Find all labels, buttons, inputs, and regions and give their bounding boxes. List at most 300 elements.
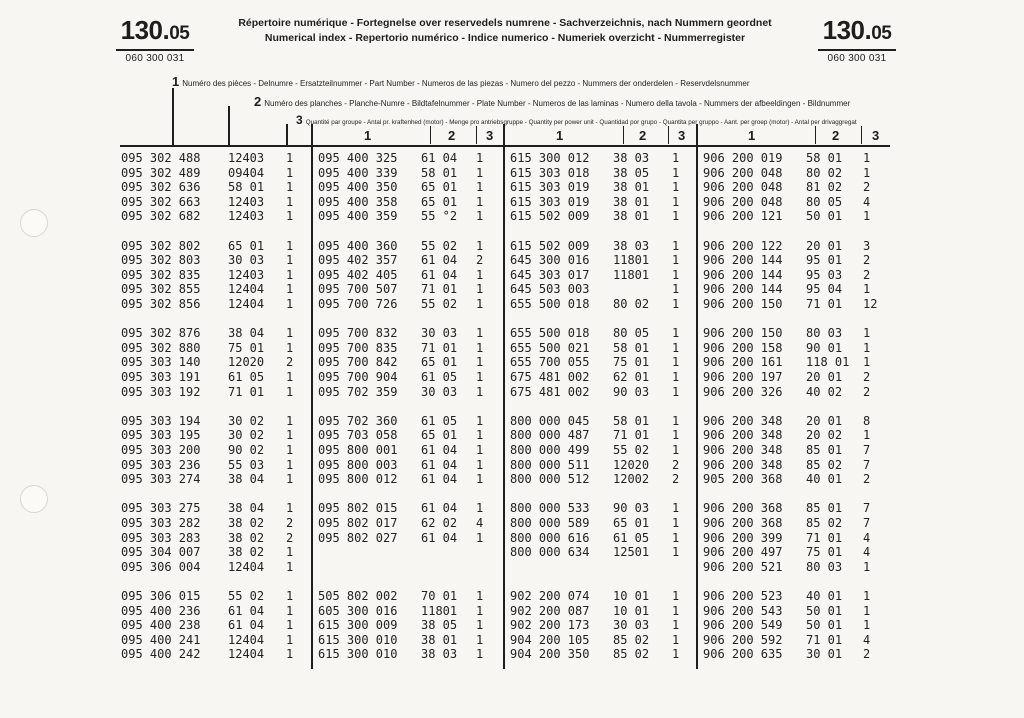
part-number-cell: 906 200 144 xyxy=(703,282,783,297)
part-number-cell: 095 303 194 xyxy=(121,413,201,428)
header-sep xyxy=(861,126,862,144)
quantity-cell: 1 xyxy=(286,151,294,165)
quantity-cell: 1 xyxy=(672,545,680,560)
quantity-cell: 1 xyxy=(476,297,484,311)
legend-text-3: Quantité par groupe - Antal pr. kraftenhed (motor) - Menge pro antriebsgruppe - Quantity per power unit - Quantidad por grupo - Quantita per gruppo - Aant. per groep (motor) - Antal per drivaggregat xyxy=(305,119,857,126)
part-number-cell: 645 300 016 xyxy=(510,253,590,268)
quantity-cell: 1 xyxy=(672,413,680,428)
quantity-cell: 1 xyxy=(286,238,294,253)
quantity-cell: 1 xyxy=(286,267,294,282)
part-number-cell: 095 800 003 xyxy=(318,457,398,472)
part-number-cell: 095 802 017 xyxy=(318,516,398,530)
quantity-cell: 1 xyxy=(286,618,294,633)
part-number-cell: 655 500 021 xyxy=(510,340,590,355)
plate-number-cell: 61 05 xyxy=(421,413,458,428)
quantity-cell: 2 xyxy=(863,267,871,282)
plate-number-cell: 80 05 xyxy=(806,194,843,209)
part-number-cell: 906 200 368 xyxy=(703,516,783,530)
title-line-1: Répertoire numérique - Fortegnelse over reservedels numrene - Sachverzeichnis, nach Nummern geordnet xyxy=(238,17,772,29)
quantity-cell: 1 xyxy=(476,180,484,195)
plate-number-cell: 20 02 xyxy=(806,428,843,443)
plate-number-cell: 11801 xyxy=(613,267,650,282)
plate-number-cell: 12404 xyxy=(228,647,265,662)
part-number-cell: 095 400 358 xyxy=(318,194,398,209)
quantity-cell: 1 xyxy=(286,443,294,457)
part-number-cell: 906 200 144 xyxy=(703,267,783,282)
part-number-cell: 906 200 144 xyxy=(703,253,783,268)
quantity-cell: 1 xyxy=(286,384,294,399)
part-number-cell: 095 703 058 xyxy=(318,428,398,443)
part-number-cell: 095 302 855 xyxy=(121,282,201,297)
part-number-cell: 095 402 357 xyxy=(318,253,398,268)
quantity-cell: 2 xyxy=(672,472,680,487)
quantity-cell: 1 xyxy=(286,501,294,516)
part-number-cell: 095 303 236 xyxy=(121,457,201,472)
part-number-cell: 906 200 523 xyxy=(703,589,783,603)
part-number-cell: 902 200 074 xyxy=(510,589,590,603)
plate-number-cell: 12404 xyxy=(228,632,265,647)
part-number-cell: 095 302 835 xyxy=(121,267,201,282)
column-header-plate: 2 xyxy=(832,128,840,143)
legend-part-number xyxy=(172,74,750,89)
quantity-cell: 1 xyxy=(476,384,484,399)
part-number-cell: 615 303 019 xyxy=(510,194,590,209)
part-number-cell: 095 303 192 xyxy=(121,384,201,399)
part-number-cell: 800 000 511 xyxy=(510,457,590,472)
plate-number-cell: 40 01 xyxy=(806,472,843,487)
quantity-cell: 7 xyxy=(863,443,871,457)
part-number-cell: 906 200 048 xyxy=(703,180,783,195)
plate-number-cell: 38 01 xyxy=(613,209,650,224)
column-header-part: 1 xyxy=(556,128,564,143)
part-number-cell: 906 200 150 xyxy=(703,326,783,341)
quantity-cell: 1 xyxy=(863,603,871,618)
quantity-cell: 1 xyxy=(863,428,871,443)
plate-number-cell: 61 04 xyxy=(228,603,265,618)
doc-code-right: 060 300 031 xyxy=(827,53,887,64)
part-number-cell: 905 200 368 xyxy=(703,472,783,487)
part-number-cell: 904 200 350 xyxy=(510,647,590,662)
quantity-cell: 1 xyxy=(476,413,484,428)
part-number-cell: 095 400 325 xyxy=(318,151,398,165)
quantity-cell: 1 xyxy=(863,618,871,633)
title-line-2: Numerical index - Repertorio numérico - Indice numerico - Numeriek overzicht - Nummerregister xyxy=(264,32,746,44)
plate-number-cell: 12501 xyxy=(613,545,650,560)
part-number-cell: 095 303 282 xyxy=(121,516,201,530)
part-number-cell: 906 200 048 xyxy=(703,165,783,180)
legend-bracket-3 xyxy=(286,124,288,146)
quantity-cell: 1 xyxy=(476,647,484,662)
quantity-cell: 1 xyxy=(672,165,680,180)
part-number-cell: 906 200 348 xyxy=(703,457,783,472)
column-header-qty: 3 xyxy=(678,128,686,143)
header-sep xyxy=(623,126,624,144)
quantity-cell: 2 xyxy=(476,253,484,268)
quantity-cell: 1 xyxy=(476,443,484,457)
part-number-cell: 800 000 045 xyxy=(510,413,590,428)
page-title xyxy=(210,16,800,46)
quantity-cell: 1 xyxy=(476,472,484,487)
plate-number-cell: 11801 xyxy=(421,603,458,618)
quantity-cell: 7 xyxy=(863,457,871,472)
header-sep xyxy=(668,126,669,144)
part-number-cell: 095 700 507 xyxy=(318,282,398,297)
quantity-cell: 2 xyxy=(863,253,871,268)
part-number-cell: 095 402 405 xyxy=(318,267,398,282)
plate-number-cell: 12404 xyxy=(228,282,265,297)
plate-number-cell: 62 02 xyxy=(421,516,458,530)
header-sep xyxy=(430,126,431,144)
part-number-cell: 906 200 348 xyxy=(703,428,783,443)
column-divider-2 xyxy=(503,124,505,669)
part-number-cell: 906 200 399 xyxy=(703,530,783,545)
part-number-cell: 906 200 121 xyxy=(703,209,783,224)
part-number-cell: 095 303 275 xyxy=(121,501,201,516)
part-number-cell: 615 502 009 xyxy=(510,209,590,224)
punch-hole-top xyxy=(20,209,48,237)
quantity-cell: 1 xyxy=(476,194,484,209)
plate-number-cell: 118 01 xyxy=(806,355,850,370)
plate-number-cell: 40 02 xyxy=(806,384,843,399)
plate-number-cell: 71 01 xyxy=(806,297,843,311)
plate-number-cell: 75 01 xyxy=(806,545,843,560)
quantity-cell: 1 xyxy=(286,326,294,341)
plate-number-cell: 90 02 xyxy=(228,443,265,457)
plate-number-cell: 81 02 xyxy=(806,180,843,195)
quantity-cell: 1 xyxy=(672,326,680,341)
doc-number-left xyxy=(116,16,194,64)
quantity-cell: 1 xyxy=(476,238,484,253)
quantity-cell: 1 xyxy=(286,297,294,311)
part-number-cell: 095 700 842 xyxy=(318,355,398,370)
part-number-cell: 655 500 018 xyxy=(510,326,590,341)
part-number-cell: 906 200 521 xyxy=(703,559,783,574)
plate-number-cell: 30 03 xyxy=(613,618,650,633)
plate-number-cell: 09404 xyxy=(228,165,265,180)
quantity-cell: 1 xyxy=(286,589,294,603)
quantity-cell: 1 xyxy=(286,632,294,647)
part-number-cell: 095 303 140 xyxy=(121,355,201,370)
part-number-cell: 095 306 004 xyxy=(121,559,201,574)
quantity-cell: 1 xyxy=(286,194,294,209)
plate-number-cell: 61 04 xyxy=(421,253,458,268)
quantity-cell: 1 xyxy=(286,180,294,195)
header-rule xyxy=(120,145,890,147)
quantity-cell: 1 xyxy=(476,267,484,282)
part-number-cell: 906 200 497 xyxy=(703,545,783,560)
part-number-cell: 095 400 236 xyxy=(121,603,201,618)
plate-number-cell: 90 03 xyxy=(613,384,650,399)
part-number-cell: 906 200 158 xyxy=(703,340,783,355)
legend-text-2: Numéro des planches - Planche-Numre - Bildtafelnummer - Plate Number - Numeros de las laminas - Numero della tavola - Nummers der afbeeldingen - Bildnummer xyxy=(264,99,851,108)
quantity-cell: 4 xyxy=(863,194,871,209)
part-number-cell: 906 200 019 xyxy=(703,151,783,165)
plate-number-cell: 55 °2 xyxy=(421,209,458,224)
part-number-cell: 095 303 195 xyxy=(121,428,201,443)
plate-number-cell: 12403 xyxy=(228,267,265,282)
plate-number-cell: 38 03 xyxy=(421,647,458,662)
doc-number-sub: 05 xyxy=(871,23,892,44)
doc-code-left: 060 300 031 xyxy=(125,53,185,64)
column-divider-1 xyxy=(311,124,313,669)
quantity-cell: 2 xyxy=(863,180,871,195)
plate-number-cell: 55 03 xyxy=(228,457,265,472)
plate-number-cell: 71 01 xyxy=(613,428,650,443)
quantity-cell: 1 xyxy=(672,516,680,530)
plate-number-cell: 65 01 xyxy=(421,355,458,370)
part-number-cell: 800 000 616 xyxy=(510,530,590,545)
quantity-cell: 2 xyxy=(863,647,871,662)
part-number-cell: 095 302 488 xyxy=(121,151,201,165)
plate-number-cell: 90 03 xyxy=(613,501,650,516)
quantity-cell: 1 xyxy=(286,165,294,180)
part-number-cell: 095 702 360 xyxy=(318,413,398,428)
part-number-cell: 095 700 835 xyxy=(318,340,398,355)
punch-hole-bottom xyxy=(20,485,48,513)
quantity-cell: 1 xyxy=(863,151,871,165)
quantity-cell: 1 xyxy=(672,238,680,253)
plate-number-cell: 71 01 xyxy=(228,384,265,399)
part-number-cell: 906 200 048 xyxy=(703,194,783,209)
plate-number-cell: 55 02 xyxy=(421,238,458,253)
plate-number-cell: 38 01 xyxy=(421,632,458,647)
part-number-cell: 095 702 359 xyxy=(318,384,398,399)
part-number-cell: 800 000 512 xyxy=(510,472,590,487)
part-number-cell: 095 800 012 xyxy=(318,472,398,487)
quantity-cell: 1 xyxy=(672,370,680,384)
quantity-cell: 1 xyxy=(672,282,680,297)
part-number-cell: 615 303 019 xyxy=(510,180,590,195)
part-number-cell: 906 200 368 xyxy=(703,501,783,516)
quantity-cell: 2 xyxy=(672,457,680,472)
plate-number-cell: 38 05 xyxy=(613,165,650,180)
quantity-cell: 1 xyxy=(672,267,680,282)
part-number-cell: 095 303 283 xyxy=(121,530,201,545)
part-number-cell: 095 400 350 xyxy=(318,180,398,195)
plate-number-cell: 30 01 xyxy=(806,647,843,662)
quantity-cell: 1 xyxy=(286,559,294,574)
quantity-cell: 1 xyxy=(672,428,680,443)
column-header-part: 1 xyxy=(364,128,372,143)
plate-number-cell: 12020 xyxy=(613,457,650,472)
part-number-cell: 800 000 499 xyxy=(510,443,590,457)
quantity-cell: 4 xyxy=(863,530,871,545)
plate-number-cell: 61 04 xyxy=(421,472,458,487)
plate-number-cell: 38 05 xyxy=(421,618,458,633)
quantity-cell: 1 xyxy=(286,282,294,297)
quantity-cell: 1 xyxy=(286,472,294,487)
quantity-cell: 7 xyxy=(863,516,871,530)
part-number-cell: 095 400 238 xyxy=(121,618,201,633)
plate-number-cell: 65 01 xyxy=(421,180,458,195)
quantity-cell: 1 xyxy=(672,151,680,165)
plate-number-cell: 61 05 xyxy=(421,370,458,384)
quantity-cell: 1 xyxy=(672,340,680,355)
part-number-cell: 095 303 200 xyxy=(121,443,201,457)
part-number-cell: 095 302 802 xyxy=(121,238,201,253)
quantity-cell: 1 xyxy=(672,443,680,457)
plate-number-cell: 71 01 xyxy=(806,530,843,545)
part-number-cell: 800 000 634 xyxy=(510,545,590,560)
legend-bracket-2 xyxy=(228,106,230,146)
plate-number-cell: 58 01 xyxy=(613,413,650,428)
plate-number-cell: 61 04 xyxy=(421,457,458,472)
quantity-cell: 1 xyxy=(476,282,484,297)
part-number-cell: 095 802 027 xyxy=(318,530,398,545)
plate-number-cell: 85 02 xyxy=(613,647,650,662)
part-number-cell: 906 200 348 xyxy=(703,413,783,428)
quantity-cell: 2 xyxy=(286,530,294,545)
quantity-cell: 1 xyxy=(286,545,294,560)
plate-number-cell: 30 03 xyxy=(421,384,458,399)
plate-number-cell: 71 01 xyxy=(806,632,843,647)
column-header-plate: 2 xyxy=(448,128,456,143)
plate-number-cell: 12403 xyxy=(228,151,265,165)
legend-plate-number xyxy=(254,94,850,109)
plate-number-cell: 10 01 xyxy=(613,603,650,618)
plate-number-cell: 38 04 xyxy=(228,501,265,516)
quantity-cell: 4 xyxy=(863,632,871,647)
plate-number-cell: 85 02 xyxy=(806,457,843,472)
part-number-cell: 800 000 533 xyxy=(510,501,590,516)
part-number-cell: 675 481 002 xyxy=(510,384,590,399)
header-sep xyxy=(815,126,816,144)
part-number-cell: 615 300 010 xyxy=(318,647,398,662)
plate-number-cell: 65 01 xyxy=(421,428,458,443)
quantity-cell: 1 xyxy=(286,647,294,662)
quantity-cell: 1 xyxy=(476,457,484,472)
quantity-cell: 1 xyxy=(672,384,680,399)
quantity-cell: 1 xyxy=(476,589,484,603)
part-number-cell: 095 400 242 xyxy=(121,647,201,662)
quantity-cell: 12 xyxy=(863,297,878,311)
part-number-cell: 906 200 348 xyxy=(703,443,783,457)
plate-number-cell: 12020 xyxy=(228,355,265,370)
quantity-cell: 1 xyxy=(863,559,871,574)
plate-number-cell: 95 04 xyxy=(806,282,843,297)
quantity-cell: 1 xyxy=(476,603,484,618)
legend-bracket-1 xyxy=(172,88,174,146)
quantity-cell: 1 xyxy=(672,501,680,516)
plate-number-cell: 11801 xyxy=(613,253,650,268)
doc-number-right xyxy=(818,16,896,64)
plate-number-cell: 61 04 xyxy=(421,530,458,545)
part-number-cell: 645 303 017 xyxy=(510,267,590,282)
quantity-cell: 3 xyxy=(863,238,871,253)
quantity-cell: 1 xyxy=(863,209,871,224)
quantity-cell: 4 xyxy=(863,545,871,560)
plate-number-cell: 58 01 xyxy=(613,340,650,355)
part-number-cell: 095 302 663 xyxy=(121,194,201,209)
plate-number-cell: 80 05 xyxy=(613,326,650,341)
plate-number-cell: 70 01 xyxy=(421,589,458,603)
plate-number-cell: 58 01 xyxy=(228,180,265,195)
part-number-cell: 906 200 161 xyxy=(703,355,783,370)
legend-text-1: Numéro des pièces - Delnumre - Ersatzteilnummer - Part Number - Numeros de las piezas - Numero del pezzo - Nummers der onderdelen - Reservdelsnummer xyxy=(182,79,750,88)
plate-number-cell: 30 02 xyxy=(228,413,265,428)
plate-number-cell: 90 01 xyxy=(806,340,843,355)
plate-number-cell: 85 01 xyxy=(806,501,843,516)
quantity-cell: 1 xyxy=(476,428,484,443)
quantity-cell: 1 xyxy=(286,603,294,618)
quantity-cell: 1 xyxy=(863,355,871,370)
plate-number-cell: 61 05 xyxy=(228,370,265,384)
plate-number-cell: 12403 xyxy=(228,209,265,224)
plate-number-cell: 12403 xyxy=(228,194,265,209)
plate-number-cell: 38 04 xyxy=(228,326,265,341)
doc-number-main: 130. xyxy=(120,15,170,45)
doc-number-main: 130. xyxy=(822,15,872,45)
part-number-cell: 505 802 002 xyxy=(318,589,398,603)
part-number-cell: 800 000 589 xyxy=(510,516,590,530)
quantity-cell: 1 xyxy=(672,632,680,647)
quantity-cell: 2 xyxy=(863,472,871,487)
quantity-cell: 1 xyxy=(286,340,294,355)
part-number-cell: 095 303 274 xyxy=(121,472,201,487)
header-sep xyxy=(476,126,477,144)
quantity-cell xyxy=(476,545,483,559)
doc-number-sub: 05 xyxy=(169,23,190,44)
part-number-cell: 904 200 105 xyxy=(510,632,590,647)
quantity-cell: 1 xyxy=(286,370,294,384)
plate-number-cell: 40 01 xyxy=(806,589,843,603)
column-divider-3 xyxy=(696,124,698,669)
plate-number-cell: 80 02 xyxy=(806,165,843,180)
column-header-plate: 2 xyxy=(639,128,647,143)
quantity-cell: 1 xyxy=(672,355,680,370)
part-number-cell: 095 400 360 xyxy=(318,238,398,253)
part-number-cell: 615 303 018 xyxy=(510,165,590,180)
plate-number-cell: 30 03 xyxy=(421,326,458,341)
quantity-cell: 1 xyxy=(863,165,871,180)
plate-number-cell: 55 02 xyxy=(228,589,265,603)
quantity-cell: 1 xyxy=(476,370,484,384)
plate-number-cell: 58 01 xyxy=(806,151,843,165)
quantity-cell: 2 xyxy=(286,355,294,370)
plate-number-cell: 20 01 xyxy=(806,413,843,428)
quantity-cell: 1 xyxy=(672,603,680,618)
part-number-cell: 655 700 055 xyxy=(510,355,590,370)
plate-number-cell: 80 03 xyxy=(806,559,843,574)
plate-number-cell: 38 01 xyxy=(613,194,650,209)
column-header-qty: 3 xyxy=(872,128,880,143)
part-number-cell: 095 304 007 xyxy=(121,545,201,560)
plate-number-cell: 12404 xyxy=(228,297,265,311)
part-number-cell: 615 300 010 xyxy=(318,632,398,647)
part-number-cell: 615 300 009 xyxy=(318,618,398,633)
plate-number-cell: 95 03 xyxy=(806,267,843,282)
part-number-cell: 095 302 876 xyxy=(121,326,201,341)
plate-number-cell: 55 02 xyxy=(613,443,650,457)
quantity-cell: 1 xyxy=(863,282,871,297)
quantity-cell: 1 xyxy=(863,589,871,603)
plate-number-cell: 65 01 xyxy=(613,516,650,530)
part-number-cell: 095 802 015 xyxy=(318,501,398,516)
part-number-cell: 902 200 173 xyxy=(510,618,590,633)
quantity-cell: 8 xyxy=(863,413,871,428)
plate-number-cell: 38 02 xyxy=(228,545,265,560)
part-number-cell: 906 200 326 xyxy=(703,384,783,399)
quantity-cell: 1 xyxy=(476,151,484,165)
part-number-cell: 906 200 122 xyxy=(703,238,783,253)
part-number-cell: 906 200 543 xyxy=(703,603,783,618)
plate-number-cell: 75 01 xyxy=(228,340,265,355)
part-number-cell: 095 400 359 xyxy=(318,209,398,224)
plate-number-cell: 62 01 xyxy=(613,370,650,384)
quantity-cell: 4 xyxy=(476,516,484,530)
part-number-cell: 095 302 856 xyxy=(121,297,201,311)
plate-number-cell: 38 04 xyxy=(228,472,265,487)
